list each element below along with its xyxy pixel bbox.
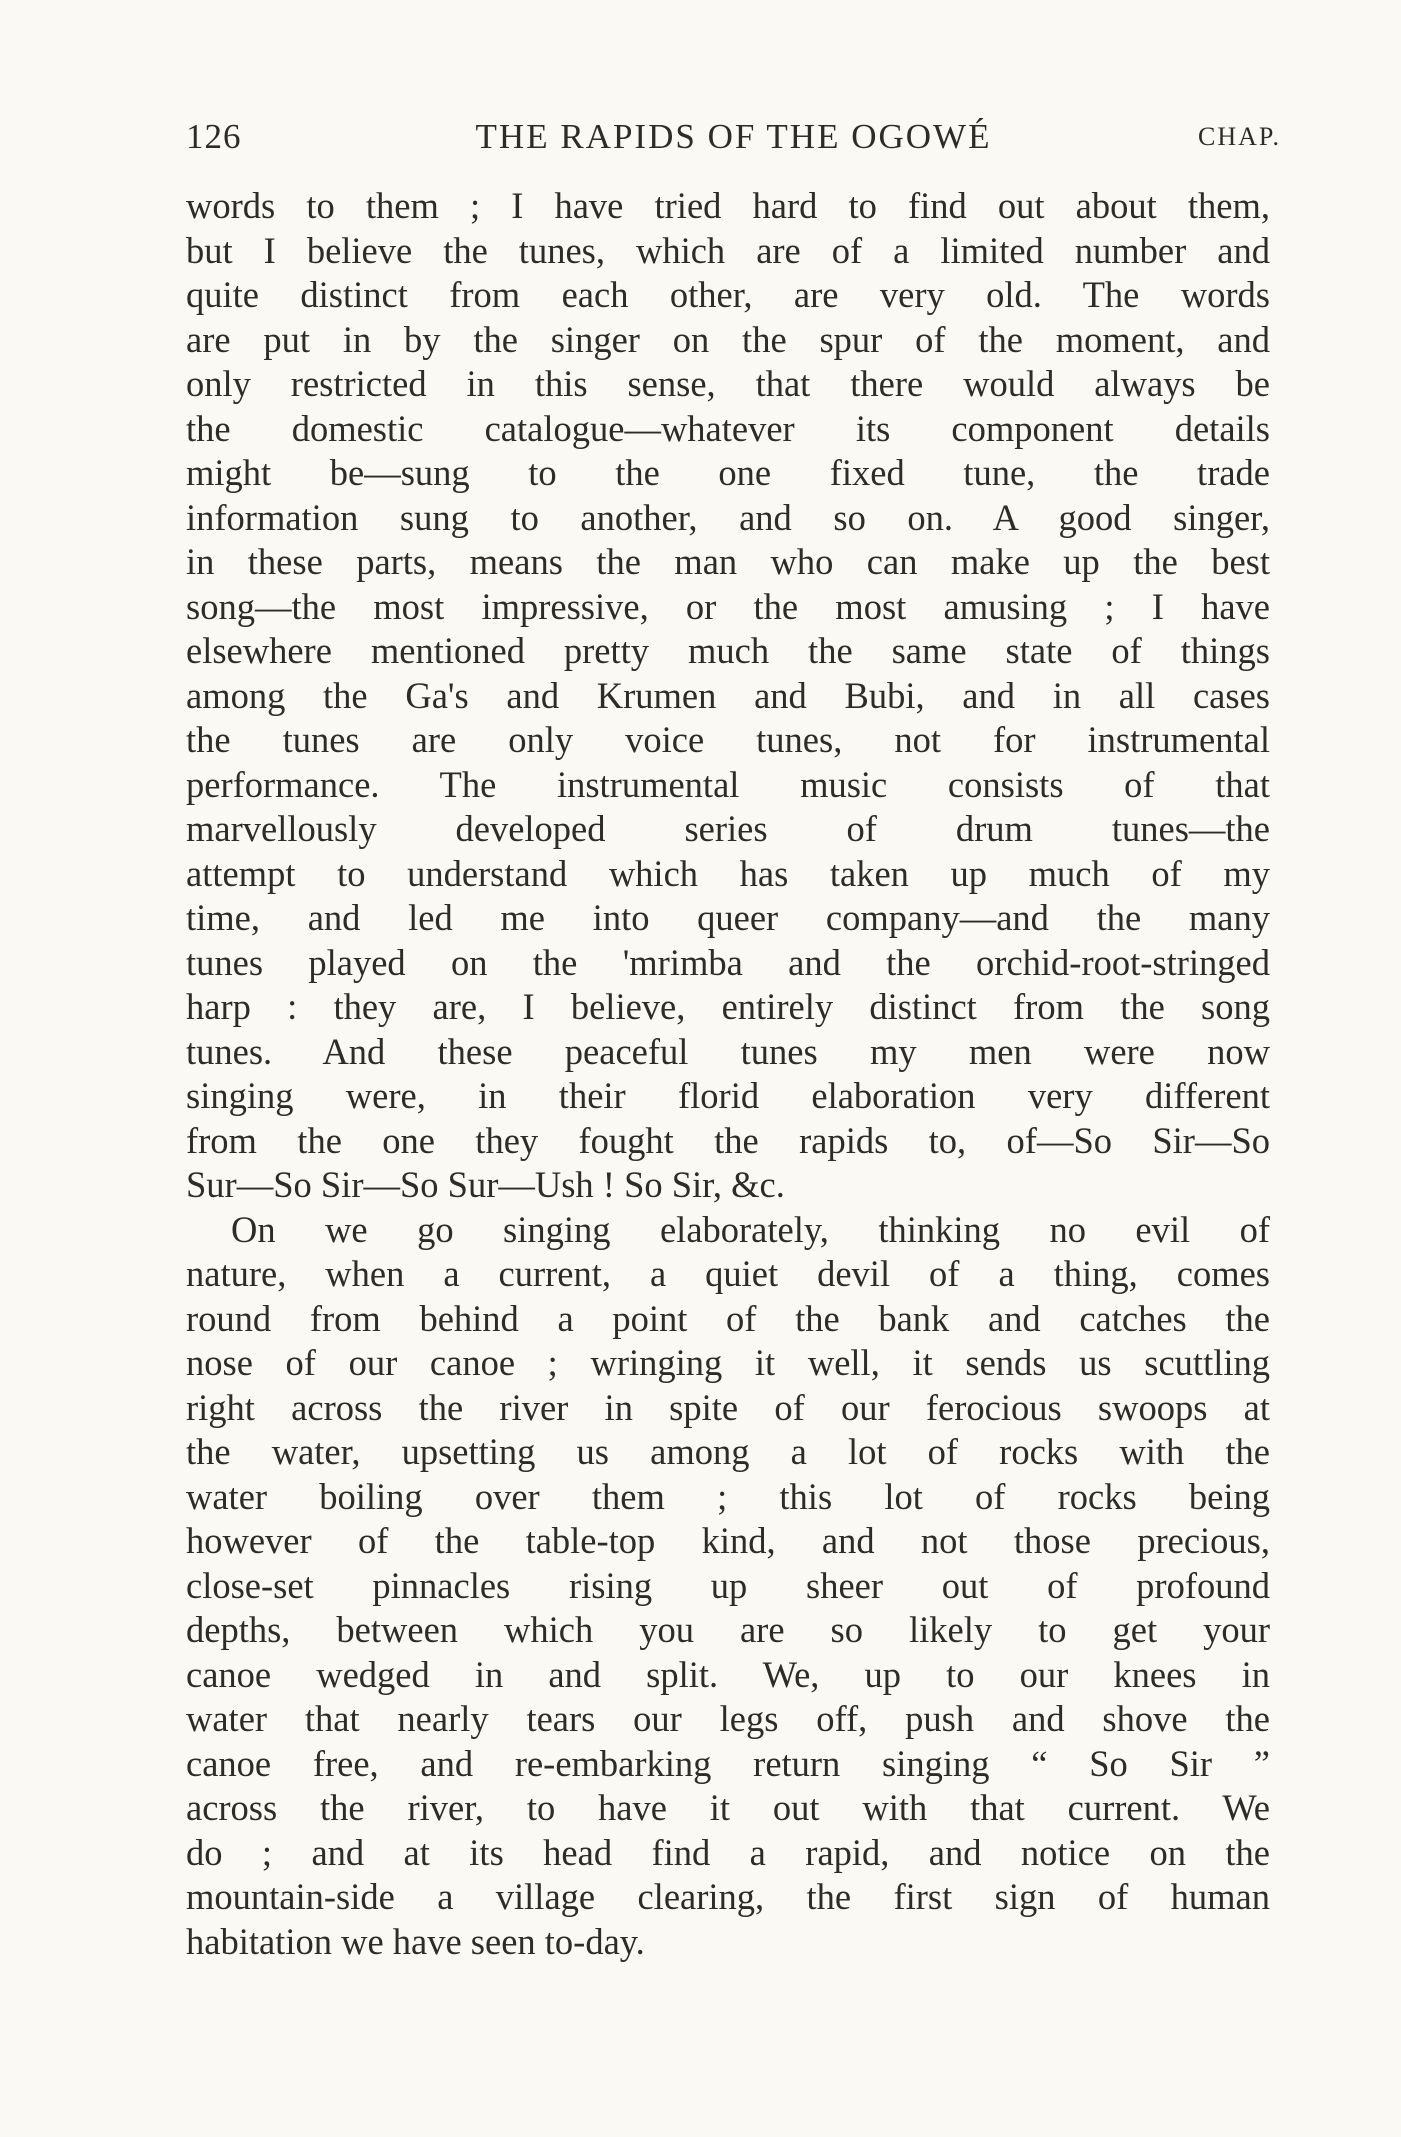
text-line: water boiling over them ; this lot of rocks being — [186, 1475, 1270, 1517]
text-line: performance. The instrumental music consists of that — [186, 763, 1270, 805]
text-line: canoe wedged in and split. We, up to our knees in — [186, 1653, 1270, 1695]
text-line: water that nearly tears our legs off, push and shove the — [186, 1698, 1270, 1739]
text-line: Sur—So Sir—So Sur—Ush ! So Sir, &c. — [186, 1164, 785, 1205]
paragraph — [186, 184, 1270, 1208]
text-line: among the Ga's and Krumen and Bubi, and in all cases — [186, 674, 1270, 716]
text-line: in these parts, means the man who can make up the best — [186, 541, 1270, 582]
text-line: quite distinct from each other, are very old. The words — [186, 274, 1270, 315]
running-head — [186, 112, 1281, 162]
text-line: singing were, in their florid elaboration very different — [186, 1075, 1270, 1116]
text-line: do ; and at its head find a rapid, and notice on the — [186, 1831, 1270, 1873]
text-line: nature, when a current, a quiet devil of a thing, comes — [186, 1253, 1270, 1294]
text-line: however of the table-top kind, and not those precious, — [186, 1520, 1270, 1561]
text-line: tunes played on the 'mrimba and the orchid-root-stringed — [186, 941, 1270, 983]
text-line: information sung to another, and so on. A good singer, — [186, 496, 1270, 538]
text-line: close-set pinnacles rising up sheer out of profound — [186, 1564, 1270, 1606]
text-line: canoe free, and re-embarking return singing “ So Sir ” — [186, 1742, 1270, 1784]
text-line: the tunes are only voice tunes, not for instrumental — [186, 719, 1270, 760]
chapter-abbrev: CHAP. — [1198, 122, 1281, 151]
text-line: words to them ; I have tried hard to find out about them, — [186, 185, 1270, 226]
text-line: round from behind a point of the bank and catches the — [186, 1297, 1270, 1339]
text-line: the domestic catalogue—whatever its component details — [186, 407, 1270, 449]
text-line: but I believe the tunes, which are of a limited number and — [186, 229, 1270, 271]
running-title: THE RAPIDS OF THE OGOWÉ — [475, 117, 992, 156]
text-line: nose of our canoe ; wringing it well, it sends us scuttling — [186, 1342, 1270, 1383]
text-line: On we go singing elaborately, thinking no evil of — [231, 1208, 1270, 1250]
text-line: tunes. And these peaceful tunes my men were now — [186, 1030, 1270, 1072]
text-line: only restricted in this sense, that there would always be — [186, 363, 1270, 404]
text-line: habitation we have seen to-day. — [186, 1920, 645, 1962]
text-line: the water, upsetting us among a lot of rocks with the — [186, 1431, 1270, 1472]
text-line: harp : they are, I believe, entirely distinct from the song — [186, 986, 1270, 1027]
body-text — [186, 184, 1270, 1964]
text-line: across the river, to have it out with that current. We — [186, 1787, 1270, 1828]
page-number: 126 — [186, 117, 242, 156]
text-line: song—the most impressive, or the most amusing ; I have — [186, 585, 1270, 627]
text-line: attempt to understand which has taken up much of my — [186, 852, 1270, 894]
text-line: time, and led me into queer company—and the many — [186, 897, 1270, 938]
text-line: right across the river in spite of our ferocious swoops at — [186, 1386, 1270, 1428]
text-line: depths, between which you are so likely to get your — [186, 1609, 1270, 1650]
text-line: are put in by the singer on the spur of the moment, and — [186, 318, 1270, 360]
text-line: might be—sung to the one fixed tune, the trade — [186, 452, 1270, 493]
paragraph — [186, 1208, 1270, 1965]
text-line: marvellously developed series of drum tunes—the — [186, 808, 1270, 849]
text-line: from the one they fought the rapids to, of—So Sir—So — [186, 1119, 1270, 1161]
text-line: mountain-side a village clearing, the first sign of human — [186, 1876, 1270, 1917]
text-line: elsewhere mentioned pretty much the same state of things — [186, 630, 1270, 671]
